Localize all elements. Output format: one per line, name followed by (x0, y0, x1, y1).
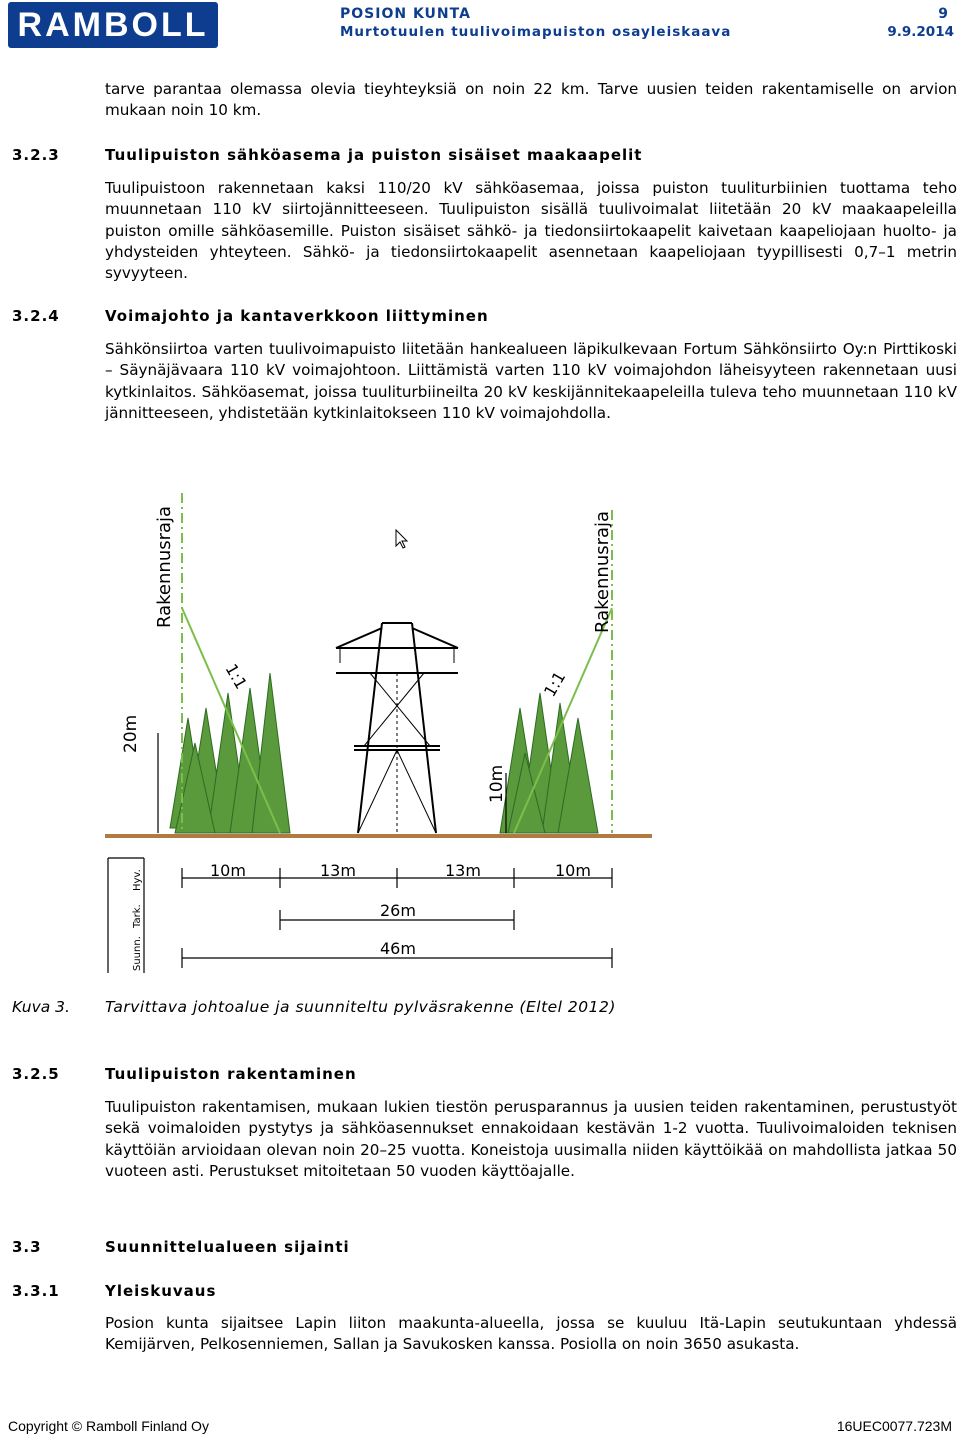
section-number: 3.3 (12, 1238, 42, 1256)
height-label-left: 20m (121, 714, 141, 753)
slope-label-left: 1:1 (221, 660, 251, 693)
dim-label: 13m (320, 861, 356, 880)
section-heading: Tuulipuiston sähköasema ja puiston sisäiset maakaapelit (105, 146, 643, 164)
height-label-right: 10m (487, 764, 507, 803)
section-heading: Voimajohto ja kantaverkkoon liittyminen (105, 307, 489, 325)
tree-group-left (170, 673, 290, 833)
side-label: Tark. (132, 904, 143, 928)
dim-label: 26m (380, 901, 416, 920)
section-number: 3.2.5 (12, 1065, 60, 1083)
section-number: 3.2.4 (12, 307, 60, 325)
slope-label-right: 1:1 (540, 668, 570, 700)
footer-code: 16UEC0077.723M (836, 1418, 952, 1434)
boundary-label-right: Rakennusraja (592, 510, 613, 633)
footer-copyright: Copyright © Ramboll Finland Oy (8, 1418, 209, 1434)
header-date: 9.9.2014 (887, 24, 954, 40)
section-body: Sähkönsiirtoa varten tuulivoimapuisto liitetään hankealueen läpikulkevaan Fortum Sähkönsiirto Oy:n Pirttikoski – Säynäjävaara 110 kV voimajohtoon. Liittämistä varten 110 kV voimajohdon läheisyyteen rakennetaan uusi kytkinlaitos. Sähköasemat, joissa tuuliturbiineilta 20 kV keskijännitekaapeleilla tuleva teho muunnetaan 110 kV jännitteeseen, yhdistetään kytkinlaitokseen 110 kV voimajohdolla. (105, 340, 957, 422)
header-subtitle: Murtotuulen tuulivoimapuiston osayleiskaava (340, 24, 732, 40)
intro-paragraph: tarve parantaa olemassa olevia tieyhteyksiä on noin 22 km. Tarve uusien teiden rakentamiselle on arvion mukaan noin 10 km. (105, 80, 957, 120)
section-number: 3.2.3 (12, 146, 60, 164)
power-line-corridor-figure (100, 488, 660, 978)
dim-label: 10m (210, 861, 246, 880)
figure-caption: Tarvittava johtoalue ja suunniteltu pylväsrakenne (Eltel 2012) (105, 998, 616, 1016)
side-label: Hyv. (132, 869, 143, 891)
figure-label: Kuva 3. (12, 998, 70, 1016)
section-heading: Tuulipuiston rakentaminen (105, 1065, 357, 1083)
transmission-tower (336, 623, 458, 833)
boundary-label-left: Rakennusraja (154, 505, 175, 628)
dim-label: 13m (445, 861, 481, 880)
section-number: 3.3.1 (12, 1282, 60, 1300)
cursor-icon (396, 530, 407, 548)
header-title: POSION KUNTA (340, 6, 471, 22)
section-body: Tuulipuiston rakentamisen, mukaan lukien tiestön perusparannus ja uusien teiden rakentaminen, perustustyöt sekä voimaloiden pystytys ja sähköasennukset ennakoidaan kestävän 1-2 vuotta. Tuulivoimaloiden teknisen käyttöiän arvioidaan olevan noin 20–25 vuotta. Koneistoja uusimalla niiden käyttöikää on mahdollista jatkaa 50 vuoteen asti. Perustukset mitoitetaan 50 vuoden käyttöajalle. (105, 1098, 957, 1180)
dim-label: 46m (380, 939, 416, 958)
page-number: 9 (938, 6, 948, 22)
ramboll-logo: RAMBOLL (8, 2, 218, 48)
side-label: Suunn. (132, 936, 143, 971)
section-body: Tuulipuistoon rakennetaan kaksi 110/20 kV sähköasemaa, joissa puiston tuuliturbiinien tuottama teho muunnetaan 110 kV siirtojännitteeseen. Tuulipuiston sisällä tuulivoimalat liitetään 20 kV maakaapeleilla puiston omille sähköasemille. Puiston sisäiset sähkö- ja tiedonsiirtokaapelit kaivetaan kaapeliojaan huolto- ja yhdysteiden yhteyteen. Sähkö- ja tiedonsiirtokaapelit asennetaan kaapeliojaan tyypillisesti 0,7–1 metrin syvyyteen. (105, 179, 957, 283)
section-heading: Suunnittelualueen sijainti (105, 1238, 350, 1256)
tree-group-right (500, 693, 598, 833)
section-body: Posion kunta sijaitsee Lapin liiton maakunta-alueella, jossa se kuuluu Itä-Lapin seutukuntaan yhdessä Kemijärven, Pelkosenniemen, Sallan ja Savukosken kanssa. Posiolla on noin 3650 asukasta. (105, 1314, 957, 1354)
dim-label: 10m (555, 861, 591, 880)
section-heading: Yleiskuvaus (105, 1282, 217, 1300)
